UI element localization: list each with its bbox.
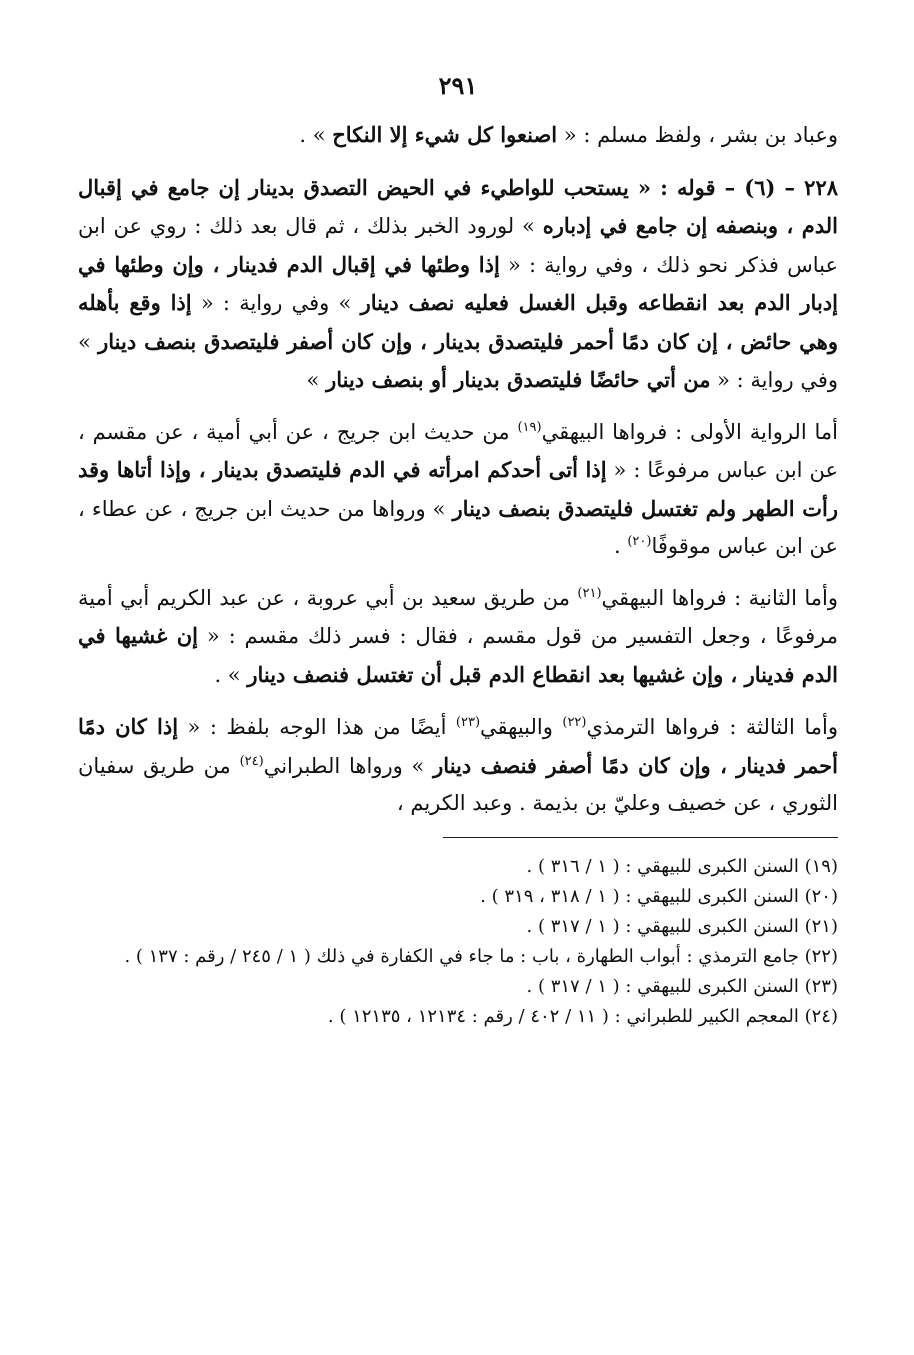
paragraph [78, 414, 838, 566]
hadith-quote: ٢٢٨ – (٦) – قوله : « يستحب للواطيء في الحيض التصدق بدينار إن جامع في إقبال الدم ، وبنصفه إن جامع في إدباره [78, 174, 839, 238]
footnote: (٢٠) السنن الكبرى للبيهقي : ( ١ / ٣١٨ ، ٣١٩ ) . [480, 885, 838, 907]
text-span: وأما الثالثة : فرواها الترمذي [586, 715, 838, 739]
body-text [78, 116, 838, 823]
paragraph [78, 708, 838, 823]
footnote: (٢٤) المعجم الكبير للطبراني : ( ١١ / ٤٠٢ / رقم : ١٢١٣٤ ، ١٢١٣٥ ) . [327, 1005, 838, 1027]
hadith-quote: إذا وطئها في إقبال الدم فدينار ، وإن وطئها في إدبار الدم بعد انقطاعه وقبل الغسل فعليه نصف دينار [78, 251, 838, 315]
hadith-quote: إن غشيها في الدم فدينار ، وإن غشيها بعد انقطاع الدم قبل أن تغتسل فنصف دينار [78, 623, 838, 687]
text-span: من طريق سفيان الثوري ، عن خصيف وعليّ بن بذيمة . وعبد الكريم ، [78, 753, 838, 815]
hadith-quote: إذا أتى أحدكم امرأته في الدم فليتصدق بدينار ، وإذا أتاها وقد رأت الطهر ولم تغتسل فليتصدق بنصف دينار [78, 457, 838, 521]
footnote-reference: (٢٠) [627, 534, 652, 549]
text-span: » لورود الخبر بذلك ، ثم قال بعد ذلك : روي عن ابن عباس فذكر نحو ذلك ، وفي رواية : « [78, 214, 838, 277]
paragraph [78, 169, 838, 400]
footnote: (٢١) السنن الكبرى للبيهقي : ( ١ / ٣١٧ ) . [526, 915, 838, 937]
text-span: من طريق سعيد بن أبي عروبة ، عن عبد الكريم أبي أمية مرفوعًا ، وجعل التفسير من قول مقسم ، فقال : فسر ذلك مقسم : « [78, 585, 838, 648]
footnote-reference: (٢٤) [239, 753, 264, 769]
hadith-quote: إذا كان دمًا أحمر فدينار ، وإن كان دمًا أصفر فنصف دينار [78, 714, 838, 778]
page-number: ٢٩١ [438, 71, 478, 100]
text-span: . [613, 534, 628, 558]
text-span: أما الرواية الأولى : فرواها البيهقي [541, 419, 838, 444]
hadith-quote: إذا وقع بأهله وهي حائض ، إن كان دمًا أحمر فليتصدق بدينار ، وإن كان أصفر فليتصدق بنصف دينار [78, 290, 838, 354]
text-span: من حديث ابن جريج ، عن أبي أمية ، عن مقسم ، عن ابن عباس مرفوعًا : « [78, 419, 838, 482]
hadith-quote: اصنعوا كل شيء إلا النكاح [332, 122, 558, 147]
footnotes [78, 852, 838, 1032]
hadith-quote: من أتي حائضًا فليتصدق بدينار أو بنصف دينار [326, 367, 711, 392]
text-span: » ورواها من حديث ابن جريج ، عن عطاء ، عن ابن عباس موقوفًا [78, 496, 838, 558]
footnote: (١٩) السنن الكبرى للبيهقي : ( ١ / ٣١٦ ) . [526, 855, 838, 877]
footnote-reference: (١٩) [517, 419, 542, 435]
book-page [78, 70, 838, 1032]
footnote: (٢٣) السنن الكبرى للبيهقي : ( ١ / ٣١٧ ) . [526, 975, 838, 997]
text-span: » . [299, 123, 333, 147]
text-span: وأما الثانية : فرواها البيهقي [601, 585, 838, 610]
footnote-reference: (٢٣) [455, 715, 481, 730]
text-span: أيضًا من هذا الوجه بلفظ : « [178, 715, 456, 739]
text-span: » . [214, 662, 248, 687]
text-span: » ورواها الطبراني [263, 753, 434, 778]
footnote-reference: (٢١) [577, 585, 602, 601]
footnote: (٢٢) جامع الترمذي : أبواب الطهارة ، باب : ما جاء في الكفارة في ذلك ( ١ / ٢٤٥ / رقم : ١٣٧ ) . [124, 945, 838, 967]
text-span: والبيهقي [480, 715, 563, 739]
footnote-reference: (٢٢) [562, 715, 587, 730]
text-span: » [306, 368, 327, 392]
text-span: » وفي رواية : « [191, 291, 361, 315]
paragraph [78, 116, 838, 155]
footnote-divider [443, 837, 838, 838]
text-span: وعباد بن بشر ، ولفظ مسلم : « [557, 123, 838, 147]
text-span: » وفي رواية : « [78, 329, 838, 392]
paragraph [78, 580, 838, 695]
